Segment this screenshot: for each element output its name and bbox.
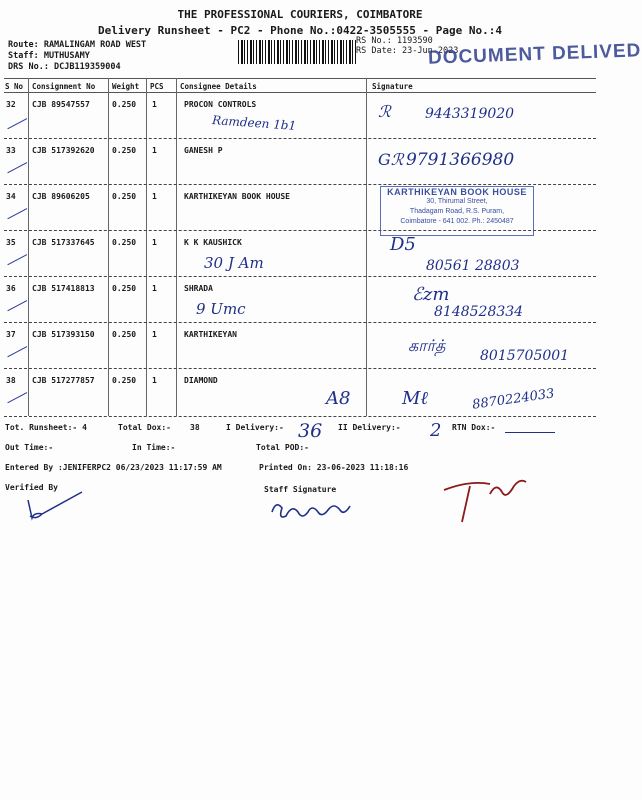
verified-by-label: Verified By bbox=[5, 483, 58, 492]
row-consignee: SHRADA bbox=[184, 284, 213, 293]
check-mark-icon bbox=[1, 380, 27, 404]
row-pcs: 1 bbox=[152, 238, 157, 247]
rtn-dox-dash bbox=[505, 432, 555, 433]
table-header-rule bbox=[4, 92, 596, 93]
table-row bbox=[0, 142, 600, 188]
staff-label: Staff: MUTHUSAMY bbox=[8, 51, 90, 61]
shop-rubber-stamp bbox=[380, 186, 534, 236]
company-title: THE PROFESSIONAL COURIERS, COIMBATORE bbox=[177, 8, 423, 21]
check-mark-icon bbox=[1, 242, 27, 266]
entered-by: Entered By :JENIFERPC2 06/23/2023 11:17:59 AM bbox=[5, 463, 222, 472]
row-sno: 38 bbox=[6, 376, 16, 385]
row-separator bbox=[4, 276, 596, 277]
row-separator bbox=[4, 184, 596, 185]
handwritten-signature: 9443319020 bbox=[425, 106, 515, 122]
col-pcs: PCS bbox=[150, 82, 164, 91]
handwritten-note: 9 Umc bbox=[196, 300, 246, 318]
total-pod-label: Total POD:- bbox=[256, 443, 309, 452]
row-consignee: GANESH P bbox=[184, 146, 223, 155]
row-consignment: CJB 89547557 bbox=[32, 100, 90, 109]
row-pcs: 1 bbox=[152, 376, 157, 385]
total-dox-label: Total Dox:- bbox=[118, 423, 171, 432]
row-weight: 0.250 bbox=[112, 330, 137, 339]
check-mark-icon bbox=[1, 150, 27, 174]
table-row bbox=[0, 372, 600, 418]
row-pcs: 1 bbox=[152, 100, 157, 109]
ii-delivery-handwritten: 2 bbox=[430, 420, 442, 441]
rtn-dox-label: RTN Dox:- bbox=[452, 423, 496, 432]
ii-delivery-label: II Delivery:- bbox=[338, 423, 401, 432]
signature-scribble: D5 bbox=[390, 234, 416, 255]
signature-scribble: ℛ bbox=[378, 102, 391, 121]
route-label: Route: RAMALINGAM ROAD WEST bbox=[8, 40, 147, 50]
row-consignment: CJB 517337645 bbox=[32, 238, 95, 247]
i-delivery-handwritten: 36 bbox=[298, 420, 323, 442]
barcode bbox=[238, 40, 356, 64]
row-consignee: DIAMOND bbox=[184, 376, 218, 385]
row-weight: 0.250 bbox=[112, 284, 137, 293]
handwritten-note: 30 J Am bbox=[204, 254, 264, 272]
row-consignee: K K KAUSHICK bbox=[184, 238, 242, 247]
signature-scribble: ℰzm bbox=[412, 284, 450, 305]
col-consignment: Consignment No bbox=[32, 82, 96, 91]
row-sno: 34 bbox=[6, 192, 16, 201]
row-separator bbox=[4, 230, 596, 231]
handwritten-signature: 8015705001 bbox=[480, 348, 570, 364]
handwritten-signature: 9791366980 bbox=[406, 150, 515, 170]
row-consignment: CJB 517393150 bbox=[32, 330, 95, 339]
row-separator bbox=[4, 416, 596, 417]
total-dox-value: 38 bbox=[190, 423, 200, 432]
drs-number: DRS No.: DCJB119359004 bbox=[8, 62, 121, 72]
rs-date: RS Date: 23-Jun-2023 bbox=[356, 46, 459, 56]
table-top-rule bbox=[4, 78, 596, 79]
table-row bbox=[0, 234, 600, 280]
row-sno: 36 bbox=[6, 284, 16, 293]
verifier-signature-icon bbox=[20, 490, 90, 526]
total-runsheet: Tot. Runsheet:- 4 bbox=[5, 423, 87, 432]
row-consignee: KARTHIKEYAN bbox=[184, 330, 237, 339]
handwritten-signature: 8148528334 bbox=[434, 304, 524, 320]
handwritten-signature: 80561 28803 bbox=[426, 258, 520, 274]
table-row bbox=[0, 280, 600, 326]
stamp-line: Thadagam Road, R.S. Puram, bbox=[409, 208, 505, 215]
check-mark-icon bbox=[1, 334, 27, 358]
row-separator bbox=[4, 368, 596, 369]
stamp-line: KARTHIKEYAN BOOK HOUSE bbox=[387, 187, 527, 197]
signature-scribble: கார்த் bbox=[408, 336, 446, 355]
row-weight: 0.250 bbox=[112, 146, 137, 155]
staff-signature-icon bbox=[268, 494, 358, 526]
table-row bbox=[0, 326, 600, 372]
row-sno: 33 bbox=[6, 146, 16, 155]
col-signature: Signature bbox=[372, 82, 413, 91]
handwritten-note: A8 bbox=[326, 388, 351, 409]
stamp-line: Coimbatore - 641 002. Ph.: 2450487 bbox=[400, 218, 514, 225]
row-separator bbox=[4, 138, 596, 139]
signature-scribble: Gℛ bbox=[378, 150, 404, 169]
row-pcs: 1 bbox=[152, 146, 157, 155]
check-mark-icon bbox=[1, 196, 27, 220]
row-sno: 35 bbox=[6, 238, 16, 247]
row-pcs: 1 bbox=[152, 284, 157, 293]
staff-signature-label: Staff Signature bbox=[264, 485, 337, 494]
row-consignee: PROCON CONTROLS bbox=[184, 100, 257, 109]
table-row bbox=[0, 96, 600, 142]
row-separator bbox=[4, 322, 596, 323]
row-consignment: CJB 517418813 bbox=[32, 284, 95, 293]
check-mark-icon bbox=[1, 106, 27, 130]
handwritten-note: Ramdeen 1b1 bbox=[211, 113, 297, 133]
row-weight: 0.250 bbox=[112, 238, 137, 247]
row-pcs: 1 bbox=[152, 192, 157, 201]
row-weight: 0.250 bbox=[112, 192, 137, 201]
out-time-label: Out Time:- bbox=[5, 443, 54, 452]
check-mark-icon bbox=[1, 288, 27, 312]
col-sno: S No bbox=[5, 82, 24, 91]
runsheet-subtitle: Delivery Runsheet - PC2 - Phone No.:0422-3505555 - Page No.:4 bbox=[98, 24, 502, 37]
row-sno: 37 bbox=[6, 330, 16, 339]
in-time-label: In Time:- bbox=[132, 443, 176, 452]
col-consignee: Consignee Details bbox=[180, 82, 257, 91]
stamp-line: 30, Thirumal Street, bbox=[426, 198, 488, 205]
col-weight: Weight bbox=[112, 82, 140, 91]
signature-scribble: Mℓ bbox=[402, 388, 428, 409]
row-consignment: CJB 517392620 bbox=[32, 146, 95, 155]
i-delivery-label: I Delivery:- bbox=[226, 423, 284, 432]
document-delivered-stamp: DOCUMENT DELIVED bbox=[427, 40, 642, 69]
row-pcs: 1 bbox=[152, 330, 157, 339]
handwritten-signature: 8870224033 bbox=[471, 386, 556, 413]
row-sno: 32 bbox=[6, 100, 16, 109]
row-weight: 0.250 bbox=[112, 100, 137, 109]
row-consignee: KARTHIKEYAN BOOK HOUSE bbox=[184, 192, 290, 201]
row-consignment: CJB 517277857 bbox=[32, 376, 95, 385]
row-consignment: CJB 89606205 bbox=[32, 192, 90, 201]
row-weight: 0.250 bbox=[112, 376, 137, 385]
printed-on: Printed On: 23-06-2023 11:18:16 bbox=[259, 463, 409, 472]
red-signature-icon bbox=[440, 474, 530, 524]
rs-number: RS No.: 1193590 bbox=[356, 36, 433, 46]
